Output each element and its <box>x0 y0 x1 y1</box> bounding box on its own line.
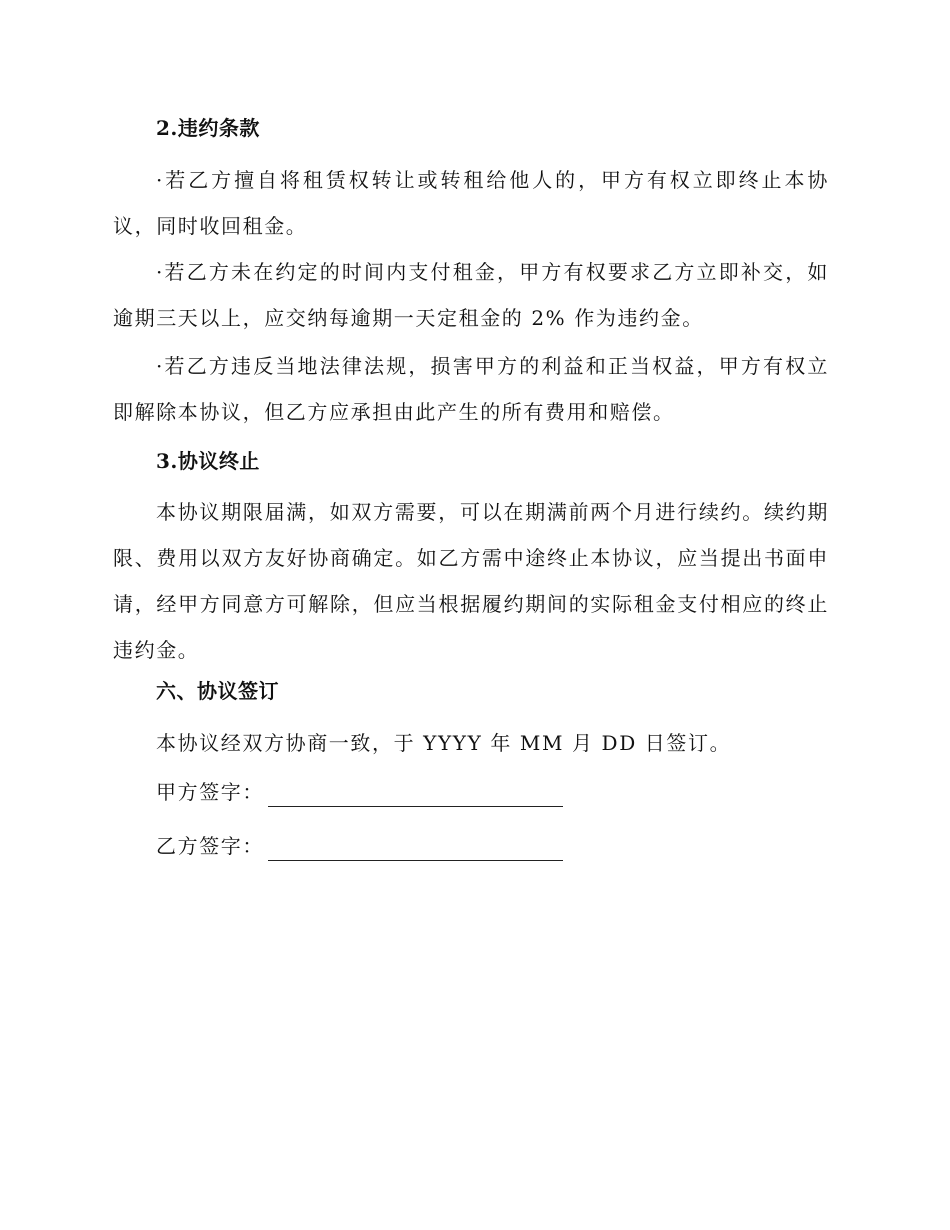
party-b-signature-label: 乙方签字： <box>156 834 264 858</box>
section-heading-breach: 2.违约条款 <box>156 116 260 140</box>
section-heading-termination: 3.协议终止 <box>156 449 260 473</box>
party-a-signature-blank <box>268 784 563 807</box>
section-heading-signing: 六、协议签订 <box>156 679 279 703</box>
party-a-signature-line <box>156 777 563 807</box>
party-b-signature-line <box>156 831 563 861</box>
party-b-signature-blank <box>268 838 563 861</box>
signing-date-paragraph: 本协议经双方协商一致，于 YYYY 年 MM 月 DD 日签订。 <box>156 731 732 755</box>
party-a-signature-label: 甲方签字： <box>156 780 264 804</box>
termination-paragraph: 本协议期限届满，如双方需要，可以在期满前两个月进行续约。续约期限、费用以双方友好协商确定。如乙方需中途终止本协议，应当提出书面申请，经甲方同意方可解除，但应当根据履约期间的实际租金支付相应的终止违约金。 <box>113 500 829 662</box>
breach-clause-1: ·若乙方擅自将租赁权转让或转租给他人的，甲方有权立即终止本协议，同时收回租金。 <box>113 168 829 238</box>
breach-clause-2: ·若乙方未在约定的时间内支付租金，甲方有权要求乙方立即补交，如逾期三天以上，应交纳每逾期一天定租金的 2% 作为违约金。 <box>113 260 829 330</box>
breach-clause-3: ·若乙方违反当地法律法规，损害甲方的利益和正当权益，甲方有权立即解除本协议，但乙方应承担由此产生的所有费用和赔偿。 <box>113 354 829 424</box>
